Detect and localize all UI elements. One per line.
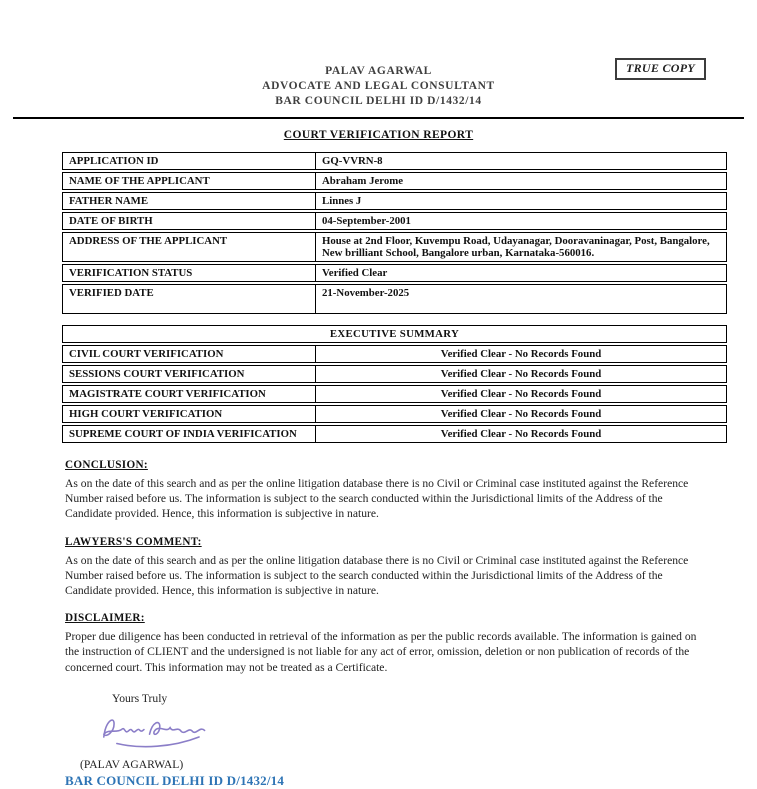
- summary-label: SESSIONS COURT VERIFICATION: [62, 365, 315, 383]
- executive-summary-title: EXECUTIVE SUMMARY: [62, 325, 727, 343]
- summary-value: Verified Clear - No Records Found: [315, 405, 727, 423]
- table-row: [62, 425, 727, 443]
- conclusion-heading: CONCLUSION:: [65, 459, 148, 471]
- table-row: [62, 172, 727, 190]
- conclusion-body: As on the date of this search and as per the online litigation database there is no Civil or Criminal case instituted against the Reference Number raised before us. The information is subject to the search conducted within the Jurisdictional limits of the Address of the Candidate provided. Hence, this information is subjective in nature.: [65, 477, 689, 521]
- true-copy-stamp: [615, 58, 706, 80]
- summary-label: HIGH COURT VERIFICATION: [62, 405, 315, 423]
- detail-label: APPLICATION ID: [62, 152, 315, 170]
- table-row: [62, 232, 727, 262]
- advocate-designation: ADVOCATE AND LEGAL CONSULTANT: [262, 80, 495, 92]
- disclaimer-body: Proper due diligence has been conducted in retrieval of the information as per the public records available. The information is gained on the instruction of CLIENT and the undersigned is not liable for any act of error, omission, deletion or non publication of records of the concerned court. This information may not be treated as a Certificate.: [65, 630, 697, 674]
- table-row: [62, 264, 727, 282]
- table-row: [62, 152, 727, 170]
- detail-label: FATHER NAME: [62, 192, 315, 210]
- table-row: [62, 405, 727, 423]
- letterhead: [0, 0, 757, 109]
- detail-label: ADDRESS OF THE APPLICANT: [62, 232, 315, 262]
- closing-text: Yours Truly: [112, 691, 168, 705]
- applicant-details-table: [62, 150, 727, 316]
- summary-label: SUPREME COURT OF INDIA VERIFICATION: [62, 425, 315, 443]
- detail-label: DATE OF BIRTH: [62, 212, 315, 230]
- report-title: COURT VERIFICATION REPORT: [283, 129, 474, 141]
- table-row: [62, 365, 727, 383]
- detail-label: VERIFICATION STATUS: [62, 264, 315, 282]
- detail-value: House at 2nd Floor, Kuvempu Road, Udayanagar, Dooravaninagar, Post, Bangalore, New brilliant School, Bangalore urban, Karnataka-560016.: [315, 232, 727, 262]
- disclaimer-section: [65, 612, 711, 675]
- lawyers-comment-section: [65, 536, 711, 599]
- disclaimer-heading: DISCLAIMER:: [65, 612, 145, 625]
- summary-label: CIVIL COURT VERIFICATION: [62, 345, 315, 363]
- detail-value: 21-November-2025: [315, 284, 727, 314]
- detail-value: GQ-VVRN-8: [315, 152, 727, 170]
- lawyers-comment-heading: LAWYERS'S COMMENT:: [65, 535, 202, 548]
- bar-council-id-header: BAR COUNCIL DELHI ID D/1432/14: [275, 95, 482, 107]
- detail-value: Abraham Jerome: [315, 172, 727, 190]
- header-divider: [13, 117, 744, 119]
- detail-value: Verified Clear: [315, 264, 727, 282]
- table-row: [62, 325, 727, 343]
- summary-value: Verified Clear - No Records Found: [315, 345, 727, 363]
- signatory-name: (PALAV AGARWAL): [80, 757, 184, 771]
- table-row: [62, 284, 727, 314]
- true-copy-label: TRUE COPY: [625, 61, 695, 75]
- advocate-name: PALAV AGARWAL: [325, 65, 432, 77]
- detail-value: Linnes J: [315, 192, 727, 210]
- signature-image: [92, 709, 222, 751]
- summary-value: Verified Clear - No Records Found: [315, 365, 727, 383]
- lawyers-comment-body: As on the date of this search and as per the online litigation database there is no Civil or Criminal case instituted against the Reference Number raised before us. The information is subject to the search conducted within the Jurisdictional limits of the Address of the Candidate provided. Hence, this information is subjective in nature.: [65, 553, 689, 598]
- text-sections: [65, 459, 711, 675]
- summary-label: MAGISTRATE COURT VERIFICATION: [62, 385, 315, 403]
- bar-council-id-footer: BAR COUNCIL DELHI ID D/1432/14: [65, 772, 285, 788]
- table-row: [62, 192, 727, 210]
- summary-value: Verified Clear - No Records Found: [315, 385, 727, 403]
- table-row: [62, 212, 727, 230]
- summary-value: Verified Clear - No Records Found: [315, 425, 727, 443]
- detail-label: VERIFIED DATE: [62, 284, 315, 314]
- detail-label: NAME OF THE APPLICANT: [62, 172, 315, 190]
- table-row: [62, 385, 727, 403]
- conclusion-section: [65, 459, 711, 522]
- detail-value: 04-September-2001: [315, 212, 727, 230]
- executive-summary-table: [62, 323, 727, 445]
- table-row: [62, 345, 727, 363]
